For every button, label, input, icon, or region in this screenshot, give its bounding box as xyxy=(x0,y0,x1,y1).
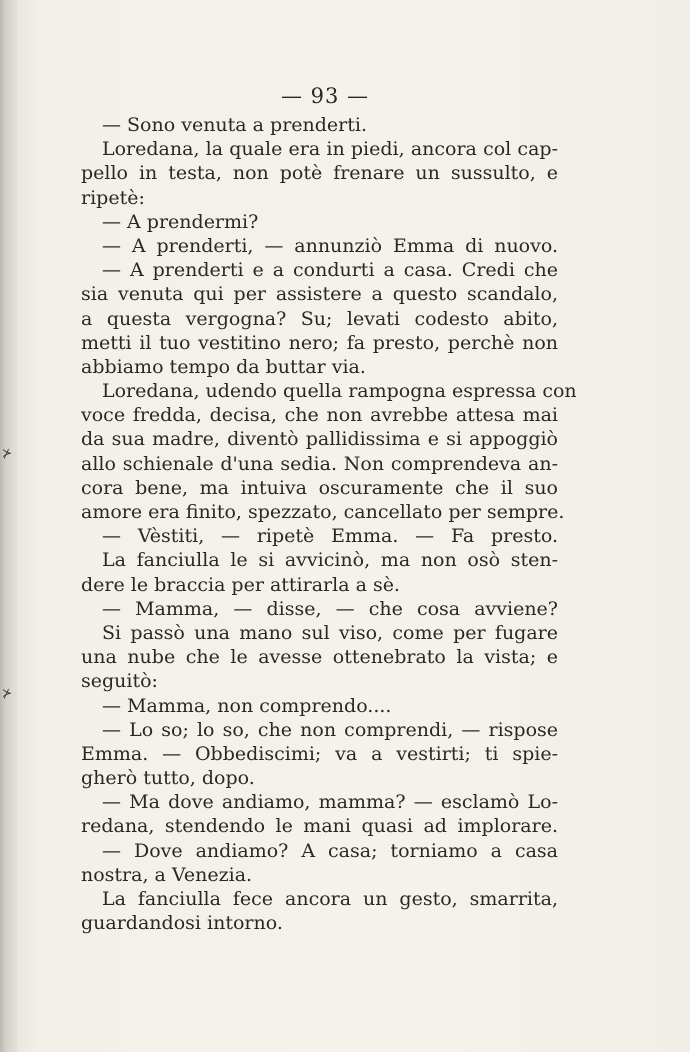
text-line: cora bene, ma intuiva oscuramente che il suo xyxy=(81,476,558,499)
text-line: sia venuta qui per assistere a questo scandalo, xyxy=(81,283,558,306)
margin-mark-top: ⊁ xyxy=(2,446,13,460)
text-line: voce fredda, decisa, che non avrebbe attesa mai xyxy=(81,404,558,427)
text-line: abbiamo tempo da buttar via. xyxy=(81,355,366,378)
text-line: Loredana, udendo quella rampogna espressa con xyxy=(102,380,577,403)
text-line: gherò tutto, dopo. xyxy=(81,767,255,790)
text-line: allo schienale d'una sedia. Non comprendeva an- xyxy=(81,452,558,475)
text-line: — Mamma, non comprendo.... xyxy=(102,694,392,717)
margin-mark-bottom: ⊁ xyxy=(2,686,13,700)
text-line: La fanciulla le si avvicinò, ma non osò sten- xyxy=(102,549,558,572)
text-line: — A prendermi? xyxy=(102,210,259,233)
text-line: pello in testa, non potè frenare un sussulto, e xyxy=(81,162,558,185)
text-line: La fanciulla fece ancora un gesto, smarrita, xyxy=(102,888,558,910)
text-line: — A prenderti, — annunziò Emma di nuovo. xyxy=(102,234,558,257)
text-line: — Lo so; lo so, che non comprendi, — rispose xyxy=(102,718,558,741)
text-line: — Mamma, — disse, — che cosa avviene? xyxy=(102,597,558,620)
text-line: metti il tuo vestitino nero; fa presto, perchè non xyxy=(81,331,558,354)
text-line: a questa vergogna? Su; levati codesto abito, xyxy=(81,307,558,330)
text-line: redana, stendendo le mani quasi ad implorare. xyxy=(81,815,558,838)
text-line: — Dove andiamo? A casa; torniamo a casa xyxy=(102,839,558,862)
text-line: amore era finito, spezzato, cancellato per sempre. xyxy=(81,501,565,523)
page-number: — 93 — xyxy=(280,84,370,108)
text-line: nostra, a Venezia. xyxy=(81,863,253,886)
text-line: dere le braccia per attirarla a sè. xyxy=(81,573,400,596)
text-line: — A prenderti e a condurti a casa. Credi che xyxy=(102,259,558,282)
text-line: Si passò una mano sul viso, come per fugare xyxy=(102,621,558,644)
text-line: seguitò: xyxy=(81,670,158,693)
body-text xyxy=(81,113,577,935)
text-line: — Vèstiti, — ripetè Emma. — Fa presto. xyxy=(102,525,558,548)
text-line: Emma. — Obbediscimi; va a vestirti; ti spie- xyxy=(81,742,558,765)
text-line: guardandosi intorno. xyxy=(81,912,283,935)
text-line: da sua madre, diventò pallidissima e si appoggiò xyxy=(81,428,558,451)
text-line: — Ma dove andiamo, mamma? — esclamò Lo- xyxy=(102,791,558,814)
text-line: Loredana, la quale era in piedi, ancora col cap- xyxy=(102,138,558,161)
text-line: — Sono venuta a prenderti. xyxy=(102,114,367,136)
text-line: una nube che le avesse ottenebrato la vista; e xyxy=(81,646,558,669)
page-gutter-shadow xyxy=(0,0,18,1052)
text-line: ripetè: xyxy=(81,186,145,209)
